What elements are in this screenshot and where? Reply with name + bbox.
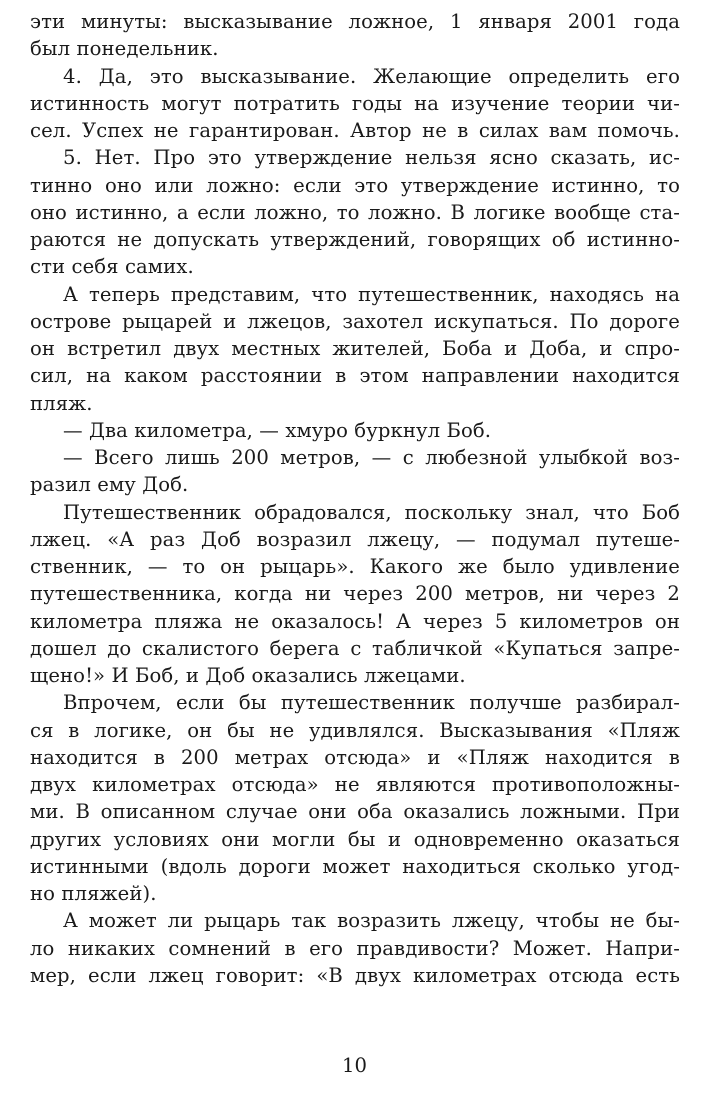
text-line: пляж.	[30, 391, 93, 415]
text-line: Путешественник обрадовался, поскольку знал, что Боб	[63, 500, 680, 524]
text-line: других условиях они могли бы и одновременно оказаться	[30, 827, 680, 851]
text-line: километра пляжа не оказалось! А через 5 километров он	[30, 609, 680, 633]
text-line: раются не допускать утверждений, говорящих об истинно-	[30, 228, 680, 251]
text-line: ся в логике, он бы не удивлялся. Высказывания «Пляж	[30, 718, 680, 742]
text-line: — Всего лишь 200 метров, — с любезной улыбкой воз-	[63, 446, 680, 469]
text-line: он встретил двух местных жителей, Боба и Доба, и спро-	[30, 337, 680, 360]
text-line: двух километрах отсюда» не являются противоположны-	[30, 773, 680, 796]
paragraph-answer-5	[30, 144, 680, 280]
text-line: сти себя самих.	[30, 255, 194, 279]
text-line: ло никаких сомнений в его правдивости? Может. Напри-	[30, 936, 680, 960]
paragraph-traveler-surprise	[30, 499, 680, 690]
text-line: сел. Успех не гарантирован. Автор не в силах вам помочь.	[30, 119, 680, 142]
text-line: щено!» И Боб, и Доб оказались лжецами.	[30, 664, 466, 687]
text-line: А теперь представим, что путешественник, находясь на	[63, 282, 680, 306]
dialogue-bob	[30, 417, 680, 444]
page-number: 10	[342, 1054, 367, 1077]
paragraph-answer-4	[30, 63, 680, 145]
text-line: путешественника, когда ни через 200 метров, ни через 2	[30, 582, 680, 606]
page-body	[30, 8, 680, 989]
paragraph-explanation	[30, 689, 680, 907]
text-line: лжец. «А раз Доб возразил лжецу, — подумал путеше-	[30, 527, 680, 551]
dialogue-dob	[30, 444, 680, 499]
text-line: ственник, — то он рыцарь». Какого же было удивление	[30, 555, 680, 578]
text-line: ми. В описанном случае они оба оказались ложными. При	[30, 800, 680, 824]
text-line: но пляжей).	[30, 882, 157, 905]
text-line: А может ли рыцарь так возразить лжецу, чтобы не бы-	[63, 909, 680, 933]
text-line: эти минуты: высказывание ложное, 1 января 2001 года	[30, 10, 680, 33]
text-line: истинными (вдоль дороги может находиться сколько угод-	[30, 854, 680, 878]
text-line: дошел до скалистого берега с табличкой «Купаться запре-	[30, 636, 680, 660]
paragraph-continuation	[30, 8, 680, 63]
text-line: разил ему Доб.	[30, 473, 189, 497]
text-line: находится в 200 метрах отсюда» и «Пляж находится в	[30, 745, 680, 769]
text-line: Впрочем, если бы путешественник получше разбирал-	[63, 691, 680, 715]
paragraph-knight-question	[30, 907, 680, 989]
text-line: был понедельник.	[30, 37, 219, 61]
text-line: сил, на каком расстоянии в этом направлении находится	[30, 364, 680, 388]
text-line: 5. Нет. Про это утверждение нельзя ясно сказать, ис-	[63, 146, 680, 170]
text-line: 4. Да, это высказывание. Желающие определить его	[63, 64, 680, 88]
text-line: — Два километра, — хмуро буркнул Боб.	[63, 418, 492, 442]
text-line: истинность могут потратить годы на изучение теории чи-	[30, 91, 680, 115]
text-line: мер, если лжец говорит: «В двух километрах отсюда есть	[30, 963, 680, 987]
text-line: оно истинно, а если ложно, то ложно. В логике вообще ста-	[30, 200, 680, 224]
text-line: острове рыцарей и лжецов, захотел искупаться. По дороге	[30, 309, 680, 333]
text-line: тинно оно или ложно: если это утверждение истинно, то	[30, 173, 680, 197]
paragraph-traveler-story	[30, 281, 680, 417]
